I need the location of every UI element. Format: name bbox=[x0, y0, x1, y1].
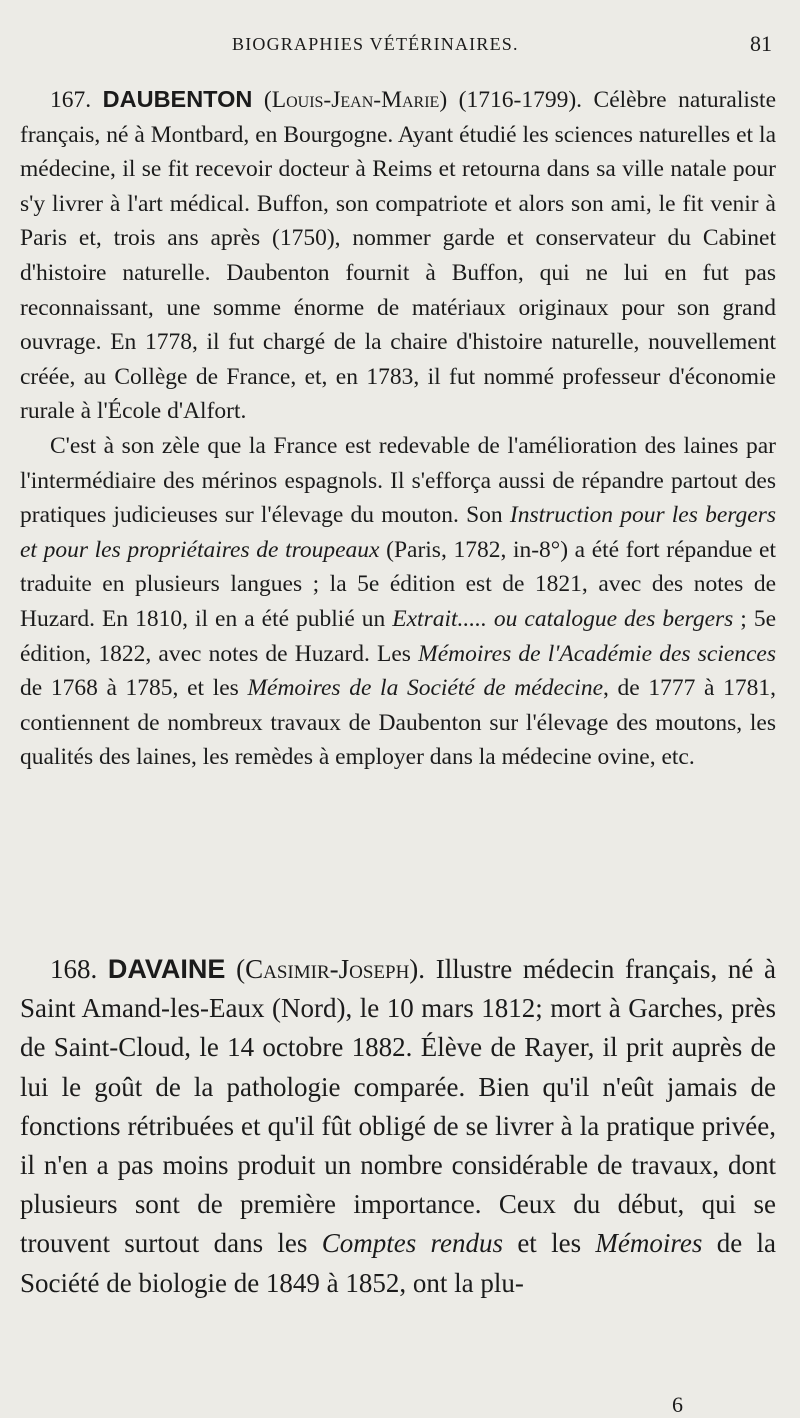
signature-mark: 6 bbox=[672, 1392, 683, 1417]
running-header bbox=[20, 31, 776, 62]
running-title: BIOGRAPHIES VÉTÉRINAIRES. bbox=[232, 34, 519, 54]
entry-text: de 1768 à 1785, et les bbox=[20, 675, 248, 702]
entry-given-names: (Casimir-Joseph) bbox=[236, 954, 419, 984]
book-title: Mémoires de l'Académie des sciences bbox=[418, 640, 776, 667]
book-title: Instruction pour les bergers et pour les propriétaires de troupeaux bbox=[20, 502, 777, 563]
entry-168 bbox=[20, 950, 776, 1303]
entry-text: . Illustre médecin français, né à Saint Amand-les-Eaux (Nord), le 10 mars 1812; mort à Garches, près de Saint-Cloud, le 14 octobre 1882. Élève de Rayer, il prit auprès de lui le goût de la pathologie comparée. Bien qu'il n'eût jamais de fonctions rétribuées et qu'il fût obligé de se livrer à la pratique privée, il n'en a pas moins produit un nombre considérable de travaux, dont plusieurs sont de première importance. Ceux du début, qui se trouvent surtout dans les bbox=[20, 954, 776, 1259]
entry-text: (1716-1799). Célèbre naturaliste français, né à Montbard, en Bourgogne. Ayant étudié les sciences naturelles et la médecine, il se fit recevoir docteur à Reims et retourna dans sa ville natale pour s'y livrer à l'art médical. Buffon, son compatriote et alors son ami, le fit venir à Paris et, trois ans après (1750), nommer garde et conservateur du Cabinet d'histoire naturelle. Daubenton fournit à Buffon, qui ne lui en fut pas reconnaissant, une somme énorme de matériaux originaux pour son grand ouvrage. En 1778, il fut chargé de la chaire d'histoire naturelle, nouvellement créée, au Collège de France, et, en 1783, il fut nommé professeur d'économie rurale à l'École d'Alfort. bbox=[20, 87, 777, 425]
book-title: Comptes rendus bbox=[321, 1228, 504, 1259]
entry-text: (Paris, 1782, in-8°) a été fort répandue et traduite en plusieurs langues ; la 5e édition est de 1821, avec des notes de Huzard. En 1810, il en a été publié un bbox=[20, 536, 776, 632]
entry-text: , de 1777 à 1781, contiennent de nombreux travaux de Daubenton sur l'élevage des moutons, les qualités des laines, les remèdes à employer dans la médecine ovine, etc. bbox=[20, 675, 776, 771]
entry-text: de la Société de biologie de 1849 à 1852, ont la plu- bbox=[20, 1228, 776, 1298]
entry-given-names: (Louis-Jean-Marie) bbox=[263, 87, 448, 113]
entry-number: 167. bbox=[50, 87, 92, 113]
entry-paragraph bbox=[20, 82, 776, 429]
entry-text: C'est à son zèle que la France est redevable de l'amélioration des laines par l'intermédiaire des mérinos espagnols. Il s'efforça aussi de répandre partout des pratiques judicieuses sur l'élevage du mouton. Son bbox=[20, 432, 776, 529]
entry-167 bbox=[20, 82, 776, 775]
entry-text: ; 5e édition, 1822, avec notes de Huzard. Les bbox=[20, 605, 777, 667]
entry-paragraph bbox=[20, 429, 776, 775]
entry-name: DAUBENTON bbox=[102, 86, 253, 112]
book-title: Mémoires bbox=[595, 1228, 703, 1259]
book-title: Extrait..... ou catalogue des bergers bbox=[392, 605, 734, 632]
entry-text: et les bbox=[503, 1228, 596, 1259]
entry-paragraph bbox=[20, 950, 776, 1303]
page-number: 81 bbox=[750, 31, 772, 56]
entry-number: 168. bbox=[50, 954, 98, 984]
entry-name: DAVAINE bbox=[107, 954, 226, 984]
book-title: Mémoires de la Société de médecine bbox=[247, 675, 604, 702]
